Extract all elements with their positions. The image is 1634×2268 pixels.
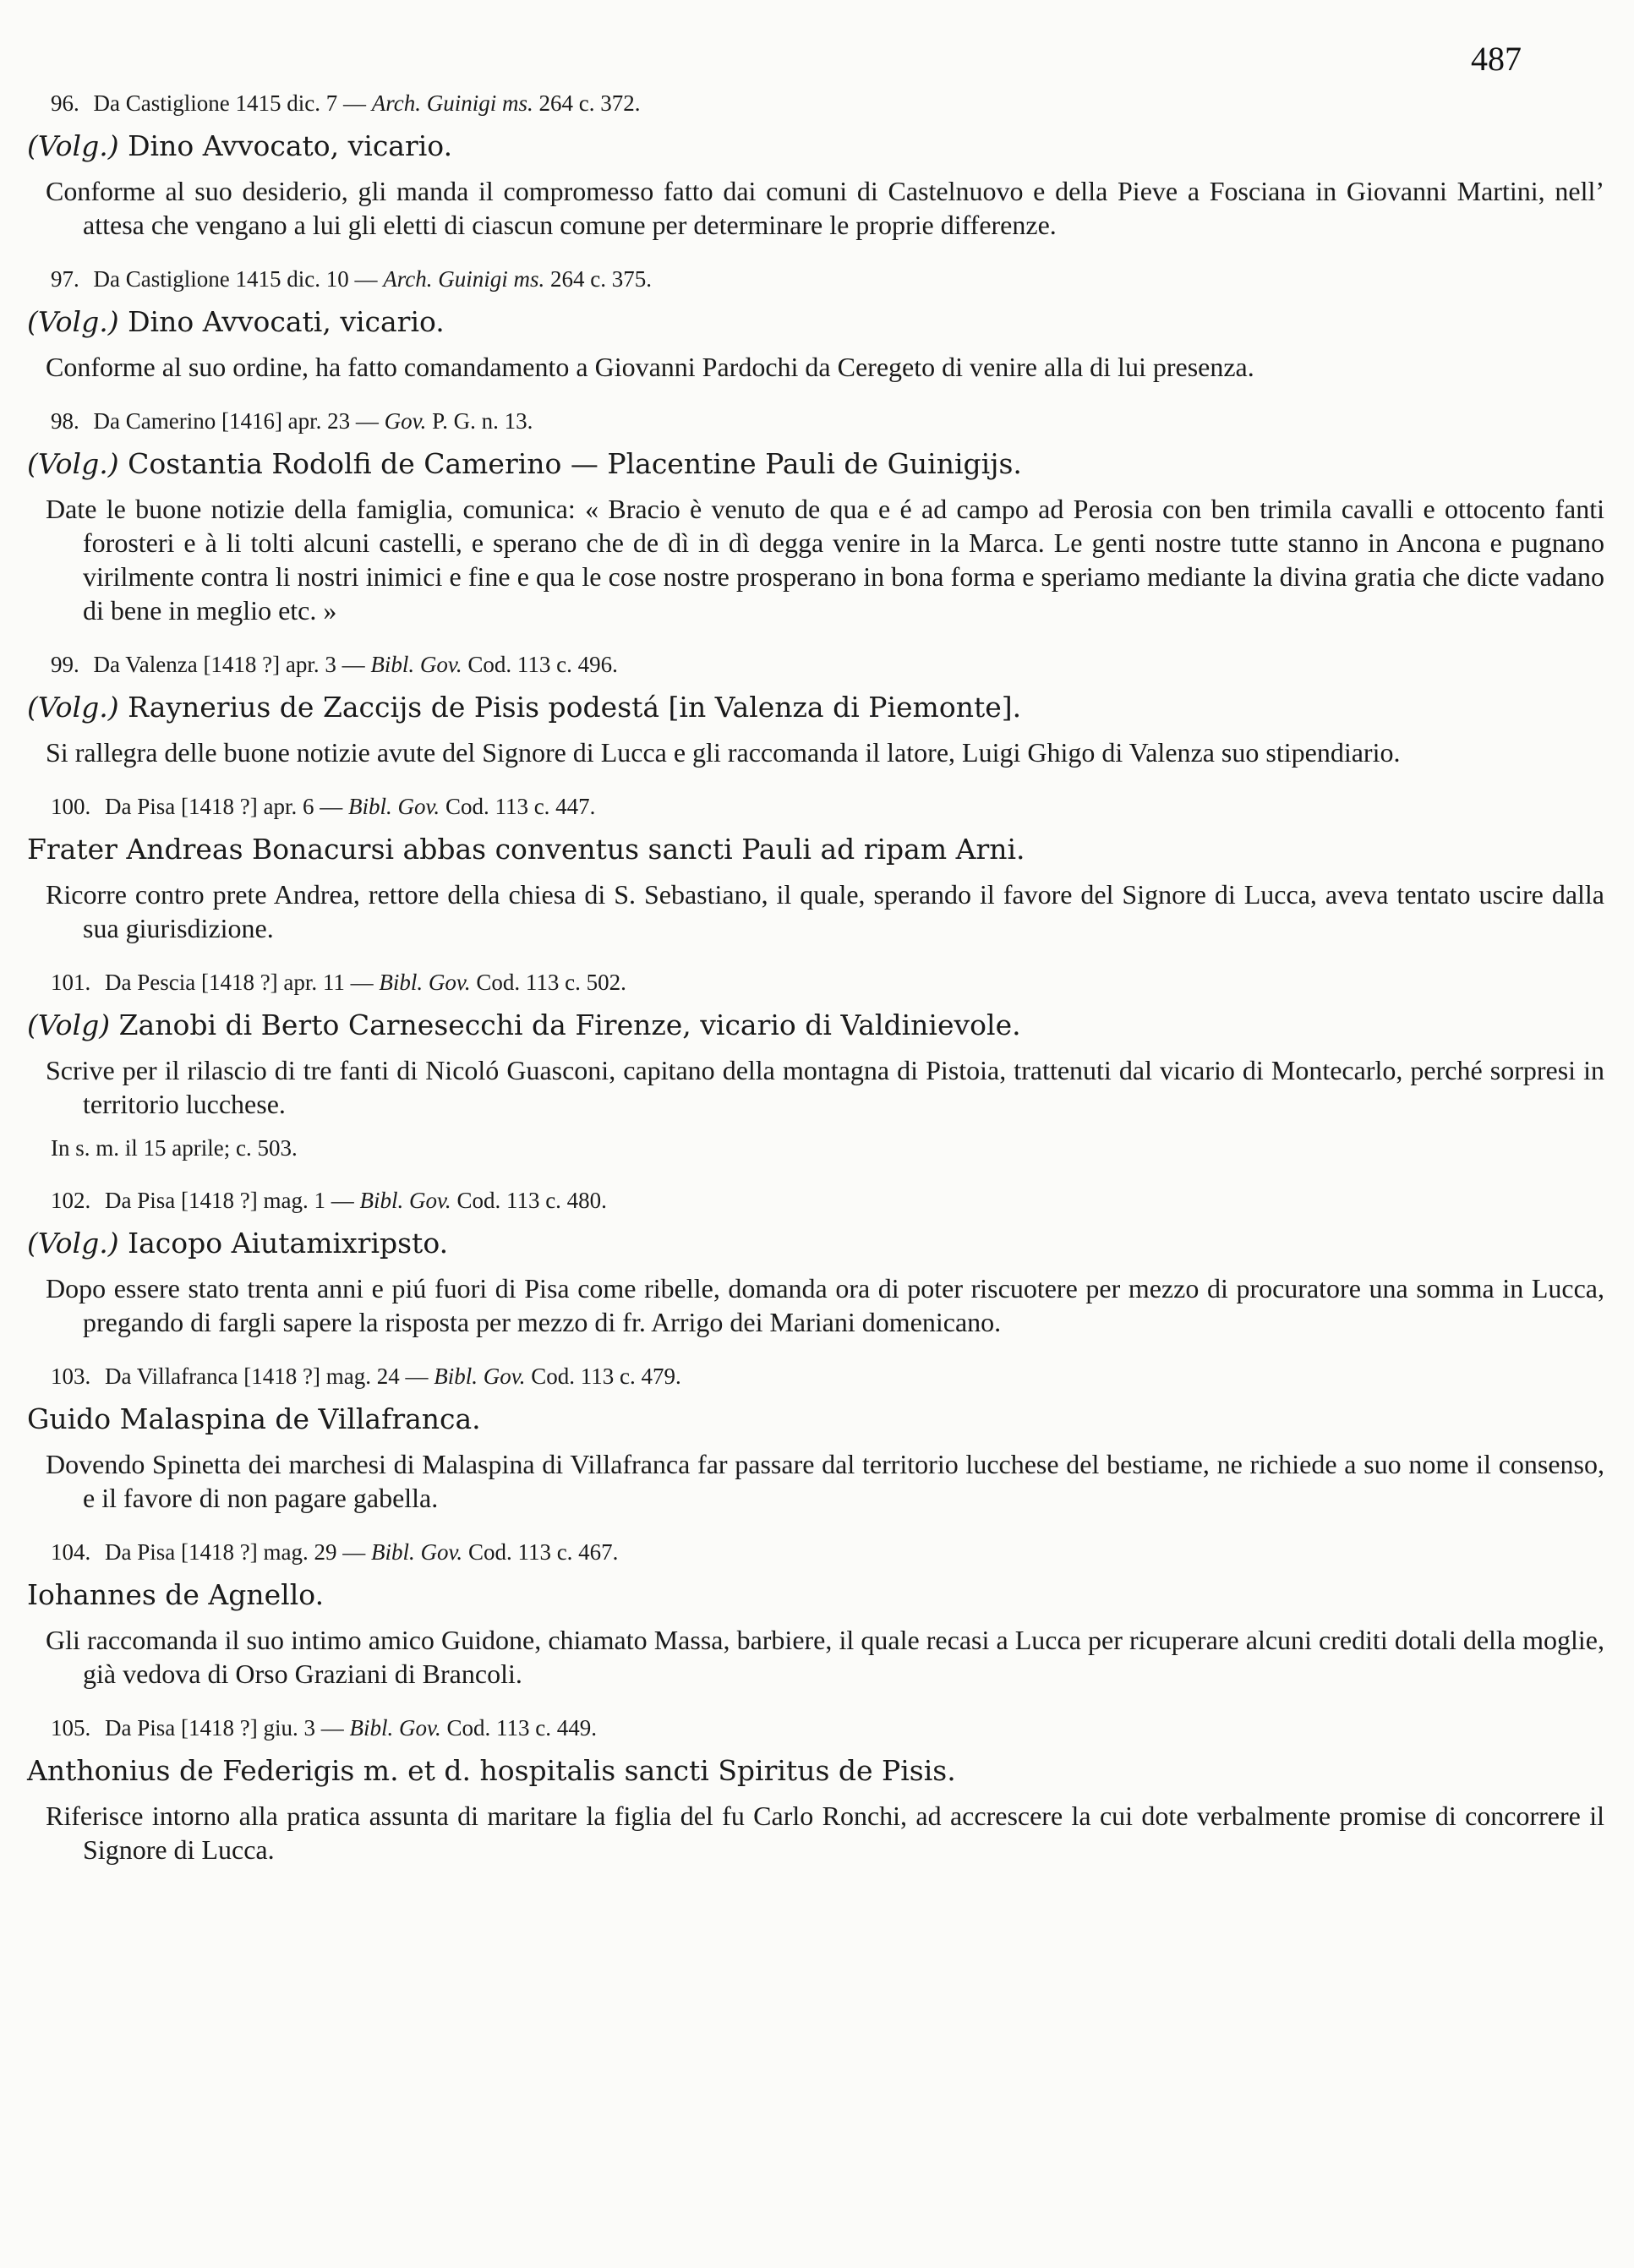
entry-reference: Cod. 113 c. 480.: [456, 1188, 607, 1213]
page-number: 487: [1471, 40, 1522, 78]
entry-header: [51, 88, 1615, 118]
entry-date-place: Da Castiglione 1415 dic. 10 —: [93, 266, 378, 292]
entry-summary: Ricorre contro prete Andrea, rettore della chiesa di S. Sebastiano, il quale, sperando il favore del Signore di Lucca, aveva tentato uscire dalla sua giurisdizione.: [46, 879, 1604, 943]
entry-marginal-note: In s. m. il 15 aprile; c. 503.: [51, 1135, 298, 1161]
entry-number: 104.: [51, 1539, 91, 1565]
regesto-entry-99: [25, 649, 1615, 769]
entry-header: [51, 649, 1615, 680]
entry-number: 105.: [51, 1715, 91, 1741]
entry-title: [27, 127, 1615, 166]
entry-header: [51, 967, 1615, 997]
entry-title: [27, 303, 1615, 342]
entry-reference: Cod. 113 c. 502.: [476, 970, 626, 995]
entry-date-place: Da Pisa [1418 ?] apr. 6 —: [105, 794, 343, 819]
entry-source: Bibl. Gov.: [370, 652, 462, 677]
entry-reference: P. G. n. 13.: [432, 408, 533, 434]
entry-source: Bibl. Gov.: [370, 1539, 463, 1565]
entry-number: 101.: [51, 970, 91, 995]
entry-summary: Riferisce intorno alla pratica assunta di maritare la figlia del fu Carlo Ronchi, ad accrescere la cui dote verbalmente promise di concorrere il Signore di Lucca.: [46, 1801, 1604, 1865]
entry-title: [27, 445, 1615, 484]
entry-reference: Cod. 113 c. 496.: [467, 652, 618, 677]
entry-header: [51, 1537, 1615, 1567]
entry-title: [27, 830, 1615, 869]
entry-summary: Dopo essere stato trenta anni e piú fuori di Pisa come ribelle, domanda ora di poter riscuotere per mezzo di procuratore una somma in Lucca, pregando di fargli sapere la risposta per mezzo di fr. Arrigo dei Mariani domenicano.: [46, 1273, 1604, 1337]
entry-correspondent: Costantia Rodolfi de Camerino — Placentine Pauli de Guinigijs.: [128, 447, 1022, 480]
entry-correspondent: Guido Malaspina de Villafranca.: [27, 1402, 481, 1435]
entry-date-place: Da Pisa [1418 ?] mag. 1 —: [105, 1188, 354, 1213]
entry-correspondent: Anthonius de Federigis m. et d. hospitalis sancti Spiritus de Pisis.: [27, 1754, 956, 1787]
regesto-entry-98: [25, 406, 1615, 627]
entry-header: [51, 1713, 1615, 1743]
entry-number: 100.: [51, 794, 91, 819]
regesto-entry-97: [25, 264, 1615, 384]
entry-reference: Cod. 113 c. 479.: [531, 1364, 681, 1389]
entry-summary: Conforme al suo ordine, ha fatto comandamento a Giovanni Pardochi da Ceregeto di venire alla di lui presenza.: [46, 352, 1254, 382]
entry-header: [51, 406, 1615, 436]
entry-reference: 264 c. 372.: [538, 90, 641, 116]
entry-summary: Si rallegra delle buone notizie avute del Signore di Lucca e gli raccomanda il latore, Luigi Ghigo di Valenza suo stipendiario.: [46, 737, 1401, 768]
entry-date-place: Da Valenza [1418 ?] apr. 3 —: [93, 652, 365, 677]
entry-number: 103.: [51, 1364, 91, 1389]
entry-correspondent: Raynerius de Zaccijs de Pisis podestá [in Valenza di Piemonte].: [128, 691, 1022, 724]
entry-summary: Gli raccomanda il suo intimo amico Guidone, chiamato Massa, barbiere, il quale recasi a Lucca per ricuperare alcuni crediti dotali della moglie, già vedova di Orso Graziani di Brancoli.: [46, 1625, 1604, 1689]
entry-source: Bibl. Gov.: [347, 794, 440, 819]
entry-source: Bibl. Gov.: [434, 1364, 526, 1389]
entry-correspondent: Iacopo Aiutamixripsto.: [128, 1227, 449, 1260]
regesto-entry-101: [25, 967, 1615, 1163]
entry-header: [51, 264, 1615, 294]
entry-source: Bibl. Gov.: [359, 1188, 451, 1213]
entry-correspondent: Iohannes de Agnello.: [27, 1578, 325, 1611]
entry-title: [27, 1006, 1615, 1045]
regesto-entry-105: [25, 1713, 1615, 1866]
regesto-entry-96: [25, 88, 1615, 242]
entry-number: 96.: [51, 90, 79, 116]
volg-marker: (Volg.): [27, 129, 119, 162]
entry-source: Bibl. Gov.: [379, 970, 471, 995]
entry-number: 102.: [51, 1188, 91, 1213]
entry-reference: Cod. 113 c. 447.: [445, 794, 596, 819]
regesto-entry-103: [25, 1361, 1615, 1515]
regesto-entry-102: [25, 1185, 1615, 1339]
entry-reference: Cod. 113 c. 467.: [467, 1539, 619, 1565]
entry-date-place: Da Pescia [1418 ?] apr. 11 —: [105, 970, 374, 995]
entry-title: [27, 1752, 1615, 1790]
entry-summary: Conforme al suo desiderio, gli manda il compromesso fatto dai comuni di Castelnuovo e della Pieve a Fosciana in Giovanni Martini, nell’ attesa che vengano a lui gli eletti di ciascun comune per determinare le proprie differenze.: [46, 176, 1604, 240]
entry-correspondent: Zanobi di Berto Carnesecchi da Firenze, vicario di Valdinievole.: [118, 1008, 1021, 1041]
entry-source: Arch. Guinigi ms.: [371, 90, 533, 116]
entry-number: 97.: [51, 266, 79, 292]
entry-summary: Dovendo Spinetta dei marchesi di Malaspina di Villafranca far passare dal territorio lucchese del bestiame, ne richiede a suo nome il consenso, e il favore di non pagare gabella.: [46, 1449, 1604, 1513]
entry-reference: Cod. 113 c. 449.: [446, 1715, 597, 1741]
entry-number: 98.: [51, 408, 79, 434]
entry-summary: Date le buone notizie della famiglia, comunica: « Bracio è venuto de qua e é ad campo ad Perosia con ben trimila cavalli e ottocento fanti forosteri e à li tolti alcuni castelli, e sperano che de dì in dì degga venire in la Marca. Le genti nostre tutte stanno in Ancona e pugnano virilmente contra li nostri inimici e fine e qua le cose nostre prosperano in bona forma e speriamo mediante la divina gratia che dicte vadano di bene in meglio etc. »: [46, 494, 1604, 626]
entry-correspondent: Frater Andreas Bonacursi abbas conventus sancti Pauli ad ripam Arni.: [27, 833, 1025, 866]
entry-source: Arch. Guinigi ms.: [383, 266, 545, 292]
entry-date-place: Da Villafranca [1418 ?] mag. 24 —: [105, 1364, 429, 1389]
volg-marker: (Volg): [27, 1008, 111, 1041]
entry-date-place: Da Pisa [1418 ?] mag. 29 —: [105, 1539, 366, 1565]
regesto-entry-104: [25, 1537, 1615, 1691]
entry-number: 99.: [51, 652, 79, 677]
entry-title: [27, 688, 1615, 727]
regesto-entry-100: [25, 791, 1615, 945]
entry-header: [51, 1185, 1615, 1216]
volg-marker: (Volg.): [27, 691, 119, 724]
entry-header: [51, 1361, 1615, 1391]
entry-source: Gov.: [384, 408, 427, 434]
entry-correspondent: Dino Avvocati, vicario.: [128, 305, 445, 338]
entry-date-place: Da Pisa [1418 ?] giu. 3 —: [105, 1715, 344, 1741]
volg-marker: (Volg.): [27, 447, 119, 480]
volg-marker: (Volg.): [27, 305, 119, 338]
entry-title: [27, 1400, 1615, 1439]
entry-summary: Scrive per il rilascio di tre fanti di Nicoló Guasconi, capitano della montagna di Pistoia, trattenuti dal vicario di Montecarlo, perché sorpresi in territorio lucchese.: [46, 1055, 1604, 1119]
entry-date-place: Da Camerino [1416] apr. 23 —: [93, 408, 379, 434]
entry-reference: 264 c. 375.: [549, 266, 652, 292]
regesta-list: [25, 88, 1615, 1888]
volg-marker: (Volg.): [27, 1227, 119, 1260]
entry-correspondent: Dino Avvocato, vicario.: [128, 129, 453, 162]
entry-source: Bibl. Gov.: [349, 1715, 441, 1741]
entry-date-place: Da Castiglione 1415 dic. 7 —: [93, 90, 366, 116]
entry-header: [51, 791, 1615, 822]
entry-title: [27, 1224, 1615, 1263]
entry-title: [27, 1576, 1615, 1615]
